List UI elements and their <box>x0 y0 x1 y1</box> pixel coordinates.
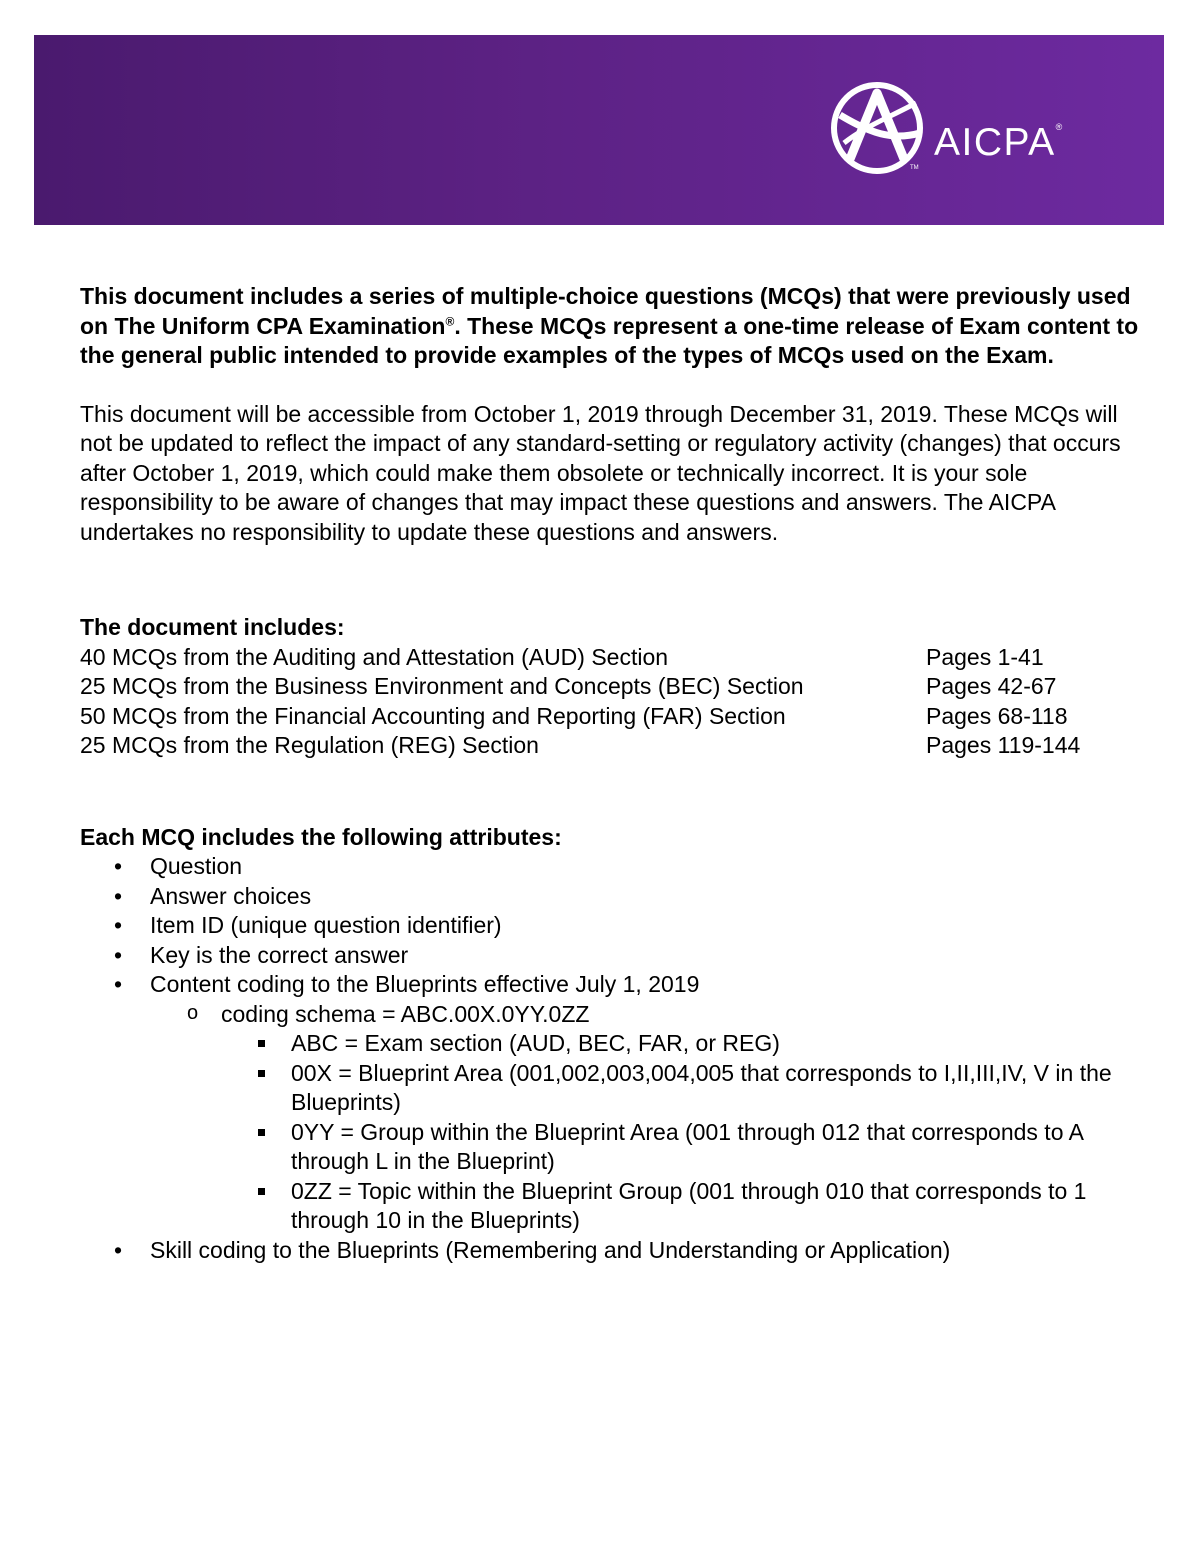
attributes-section <box>80 823 1140 1266</box>
aicpa-emblem-icon <box>830 81 924 175</box>
attributes-heading: Each MCQ includes the following attributes: <box>80 823 562 850</box>
registered-mark: ® <box>445 313 455 328</box>
includes-heading: The document includes: <box>80 614 345 640</box>
list-item: • Content coding to the Blueprints effective July 1, 2019 <box>80 970 1140 1000</box>
list-item: • Answer choices <box>80 882 1140 912</box>
includes-row-pages: Pages 1-41 <box>926 643 1044 670</box>
list-item: • Skill coding to the Blueprints (Remembering and Understanding or Application) <box>80 1236 1140 1266</box>
logo-tm-mark: TM <box>910 165 919 171</box>
list-item: • Item ID (unique question identifier) <box>80 911 1140 941</box>
logo-text: AICPA <box>934 121 1056 164</box>
logo-registered: ® <box>1055 122 1063 132</box>
logo-wordmark <box>934 123 1062 162</box>
schema-subitem: 0YY = Group within the Blueprint Area (001 through 012 that corresponds to A through L in the Blueprint) <box>80 1118 1140 1177</box>
intro-bold-text <box>80 282 1140 371</box>
includes-row <box>80 731 1140 761</box>
list-item: • Question <box>80 852 1140 882</box>
schema-subitem: ABC = Exam section (AUD, BEC, FAR, or REG) <box>80 1029 1140 1059</box>
schema-subitem: 00X = Blueprint Area (001,002,003,004,005 that corresponds to I,II,III,IV, V in the Blueprints) <box>80 1059 1140 1118</box>
list-item: • Key is the correct answer <box>80 941 1140 971</box>
intro-bold-part2: . These MCQs represent a one-time release of Exam content to the general public intended to provide examples of the types of MCQs used on the Exam. <box>80 312 1139 368</box>
includes-row-label: 40 MCQs from the Auditing and Attestation (AUD) Section <box>80 643 669 670</box>
aicpa-logo <box>830 81 1080 181</box>
includes-row-label: 25 MCQs from the Business Environment and Concepts (BEC) Section <box>80 673 804 699</box>
schema-subitem: 0ZZ = Topic within the Blueprint Group (001 through 010 that corresponds to 1 through 10 in the Blueprints) <box>80 1177 1140 1236</box>
includes-row-pages: Pages 119-144 <box>926 732 1081 758</box>
includes-section <box>80 613 1140 761</box>
intro-bold-part1: This document includes a series of multiple-choice questions (MCQs) that were previously used on The Uniform CPA Examination <box>80 283 1131 339</box>
includes-row-label: 50 MCQs from the Financial Accounting and Reporting (FAR) Section <box>80 702 786 729</box>
includes-row <box>80 702 1140 732</box>
document-body <box>80 282 1140 1265</box>
includes-row-label: 25 MCQs from the Regulation (REG) Section <box>80 732 539 758</box>
includes-row <box>80 672 1140 702</box>
availability-paragraph: This document will be accessible from October 1, 2019 through December 31, 2019. These MCQs will not be updated to reflect the impact of any standard-setting or regulatory activity (changes) that occurs after October 1, 2019, which could make them obsolete or technically incorrect. It is your sole responsibility to be aware of changes that may impact these questions and answers. The AICPA undertakes no responsibility to update these questions and answers. <box>80 400 1121 545</box>
includes-row-pages: Pages 42-67 <box>926 673 1057 699</box>
includes-row-pages: Pages 68-118 <box>926 702 1068 729</box>
schema-item: o coding schema = ABC.00X.0YY.0ZZ <box>80 1000 1140 1030</box>
includes-row <box>80 643 1140 673</box>
